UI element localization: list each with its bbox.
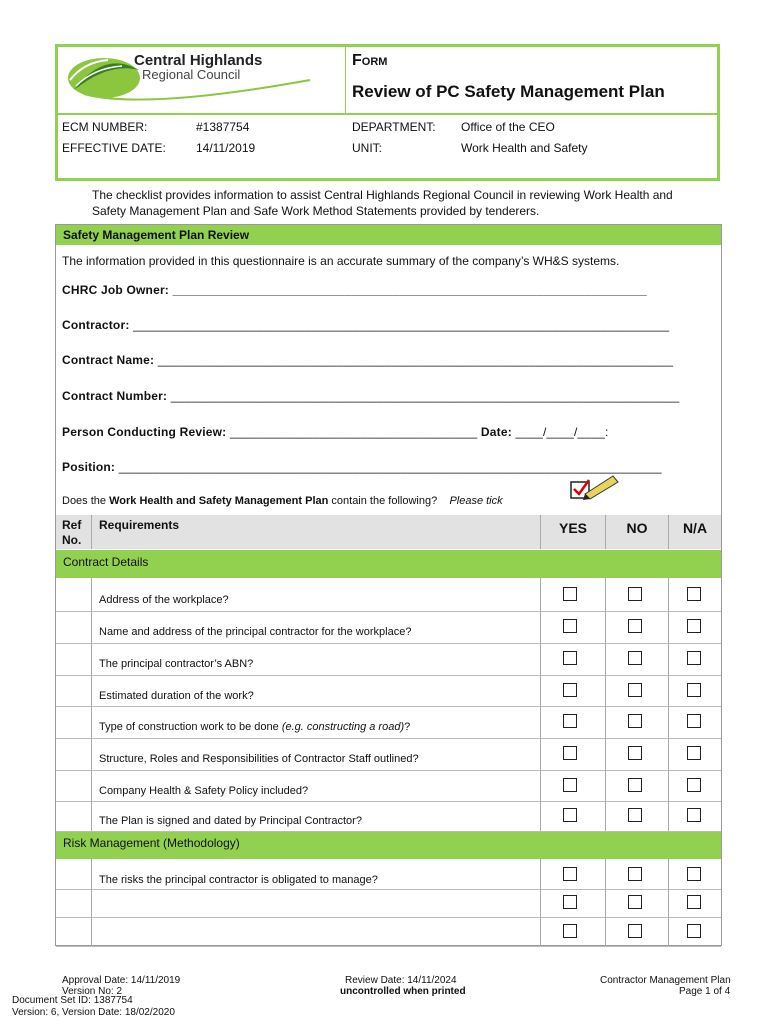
- no-checkbox[interactable]: [628, 746, 642, 760]
- effective-date-value: 14/11/2019: [196, 141, 256, 155]
- requirements-header: Requirements: [99, 518, 180, 532]
- no-header: NO: [626, 520, 648, 536]
- column-divider: [91, 515, 92, 549]
- job-owner-field[interactable]: CHRC Job Owner: _____________________________________________________________________: [62, 283, 647, 297]
- row-divider: [56, 917, 721, 918]
- question-bold: Work Health and Safety Management Plan: [109, 495, 329, 507]
- requirement-text: The risks the principal contractor is obligated to manage?: [99, 873, 378, 886]
- question-suffix: contain the following?: [328, 495, 438, 507]
- department-value: Office of the CEO: [461, 120, 555, 134]
- no-checkbox[interactable]: [628, 924, 642, 938]
- yes-checkbox[interactable]: [563, 587, 577, 601]
- row-divider: [56, 706, 721, 707]
- ecm-value: #1387754: [196, 120, 250, 134]
- logo-name-line1: Central Highlands: [134, 52, 263, 69]
- row-divider: [56, 770, 721, 771]
- column-divider: [540, 859, 541, 946]
- column-divider: [605, 578, 606, 831]
- unit-label: UNIT:: [352, 141, 382, 155]
- row-divider: [56, 801, 721, 802]
- yes-checkbox[interactable]: [563, 867, 577, 881]
- no-checkbox[interactable]: [628, 619, 642, 633]
- yes-checkbox[interactable]: [563, 808, 577, 822]
- reviewer-field[interactable]: Person Conducting Review: ____________________________________ Date: ____/____/____:: [62, 425, 609, 439]
- yes-checkbox[interactable]: [563, 746, 577, 760]
- na-checkbox[interactable]: [687, 808, 701, 822]
- na-checkbox[interactable]: [687, 714, 701, 728]
- pencil-checkbox-icon: [569, 472, 621, 507]
- intro-text: The checklist provides information to assist Central Highlands Regional Council in reviewing Work Health and Safety Management Plan and Safe Work Method Statements provided by tenderers.: [92, 188, 673, 218]
- no-checkbox[interactable]: [628, 651, 642, 665]
- section-title-review: Safety Management Plan Review: [56, 225, 721, 245]
- requirement-text: Address of the workplace?: [99, 594, 229, 606]
- page-number: Page 1 of 4: [679, 986, 731, 997]
- header-divider: [345, 44, 346, 114]
- na-checkbox[interactable]: [687, 867, 701, 881]
- version-number: Version No: 2: [62, 986, 123, 997]
- na-checkbox[interactable]: [687, 651, 701, 665]
- no-checkbox[interactable]: [628, 808, 642, 822]
- contractor-label: Contractor:: [62, 318, 130, 332]
- position-field[interactable]: Position: _______________________________________________________________________________: [62, 460, 662, 474]
- contract-name-label: Contract Name:: [62, 353, 155, 367]
- ecm-label: ECM NUMBER:: [62, 120, 148, 134]
- na-checkbox[interactable]: [687, 924, 701, 938]
- yes-checkbox[interactable]: [563, 714, 577, 728]
- version-date: Version: 6, Version Date: 18/02/2020: [12, 1007, 175, 1018]
- form-label: Form: [352, 52, 388, 69]
- requirement-text: Name and address of the principal contractor for the workplace?: [99, 626, 412, 638]
- column-divider: [605, 859, 606, 946]
- question-prefix: Does the: [62, 495, 110, 507]
- row-divider: [56, 889, 721, 890]
- row-divider: [56, 831, 721, 832]
- na-checkbox[interactable]: [687, 778, 701, 792]
- yes-checkbox[interactable]: [563, 895, 577, 909]
- column-divider: [91, 578, 92, 831]
- approval-date: Approval Date: 14/11/2019: [62, 975, 181, 986]
- na-checkbox[interactable]: [687, 587, 701, 601]
- row-divider: [56, 738, 721, 739]
- na-checkbox[interactable]: [687, 619, 701, 633]
- na-checkbox[interactable]: [687, 746, 701, 760]
- date-label: Date:: [480, 425, 512, 439]
- column-divider: [540, 578, 541, 831]
- effective-date-label: EFFECTIVE DATE:: [62, 141, 166, 155]
- column-divider: [668, 578, 669, 831]
- no-checkbox[interactable]: [628, 683, 642, 697]
- na-checkbox[interactable]: [687, 895, 701, 909]
- uncontrolled-notice: uncontrolled when printed: [340, 986, 466, 997]
- requirement-text: Structure, Roles and Responsibilities of Contractor Staff outlined?: [99, 753, 419, 765]
- contractor-field[interactable]: Contractor: ______________________________________________________________________________: [62, 318, 670, 332]
- requirement-text: Company Health & Safety Policy included?: [99, 784, 309, 797]
- yes-checkbox[interactable]: [563, 778, 577, 792]
- contract-number-field[interactable]: Contract Number: __________________________________________________________________________: [62, 389, 680, 403]
- tick-question: [62, 495, 503, 507]
- unit-value: Work Health and Safety: [461, 141, 588, 155]
- contract-name-field[interactable]: Contract Name: ___________________________________________________________________________: [62, 353, 674, 367]
- requirement-text: Estimated duration of the work?: [99, 689, 254, 702]
- yes-checkbox[interactable]: [563, 683, 577, 697]
- section-contract-details: Contract Details: [56, 550, 721, 578]
- requirement-text: The Plan is signed and dated by Principal Contractor?: [99, 815, 362, 827]
- row-divider: [56, 611, 721, 612]
- yes-header: YES: [558, 520, 587, 536]
- date-blank: ____/____/____:: [515, 425, 609, 439]
- department-label: DEPARTMENT:: [352, 120, 436, 134]
- no-checkbox[interactable]: [628, 778, 642, 792]
- row-divider: [56, 675, 721, 676]
- no-checkbox[interactable]: [628, 587, 642, 601]
- column-divider: [668, 859, 669, 946]
- column-divider: [540, 515, 541, 549]
- row-divider: [56, 643, 721, 644]
- no-checkbox[interactable]: [628, 867, 642, 881]
- na-header: N/A: [682, 520, 708, 536]
- council-logo: [64, 50, 314, 110]
- no-checkbox[interactable]: [628, 895, 642, 909]
- column-divider: [91, 859, 92, 946]
- review-date: Review Date: 14/11/2024: [345, 975, 457, 986]
- yes-checkbox[interactable]: [563, 619, 577, 633]
- position-label: Position:: [62, 460, 116, 474]
- column-divider: [605, 515, 606, 549]
- ref-header: Ref No.: [62, 518, 82, 547]
- section-risk-management: Risk Management (Methodology): [56, 831, 721, 859]
- document-set-id: Document Set ID: 1387754: [12, 995, 133, 1006]
- row-divider: [56, 946, 721, 947]
- no-checkbox[interactable]: [628, 714, 642, 728]
- please-tick: Please tick: [449, 495, 503, 507]
- accuracy-statement: The information provided in this questionnaire is an accurate summary of the company’s WH&S systems.: [62, 254, 620, 268]
- reviewer-label: Person Conducting Review:: [62, 425, 227, 439]
- na-checkbox[interactable]: [687, 683, 701, 697]
- yes-checkbox[interactable]: [563, 651, 577, 665]
- contract-number-label: Contract Number:: [62, 389, 168, 403]
- requirement-text: Type of construction work to be done (e.g. constructing a road)?: [99, 721, 411, 733]
- column-divider: [668, 515, 669, 549]
- form-title: Review of PC Safety Management Plan: [352, 82, 665, 101]
- logo-name-line2: Regional Council: [142, 67, 241, 82]
- job-owner-label: CHRC Job Owner:: [62, 283, 170, 297]
- yes-checkbox[interactable]: [563, 924, 577, 938]
- document-name: Contractor Management Plan: [600, 975, 731, 986]
- requirement-text: The principal contractor’s ABN?: [99, 658, 254, 670]
- header-separator: [55, 113, 720, 115]
